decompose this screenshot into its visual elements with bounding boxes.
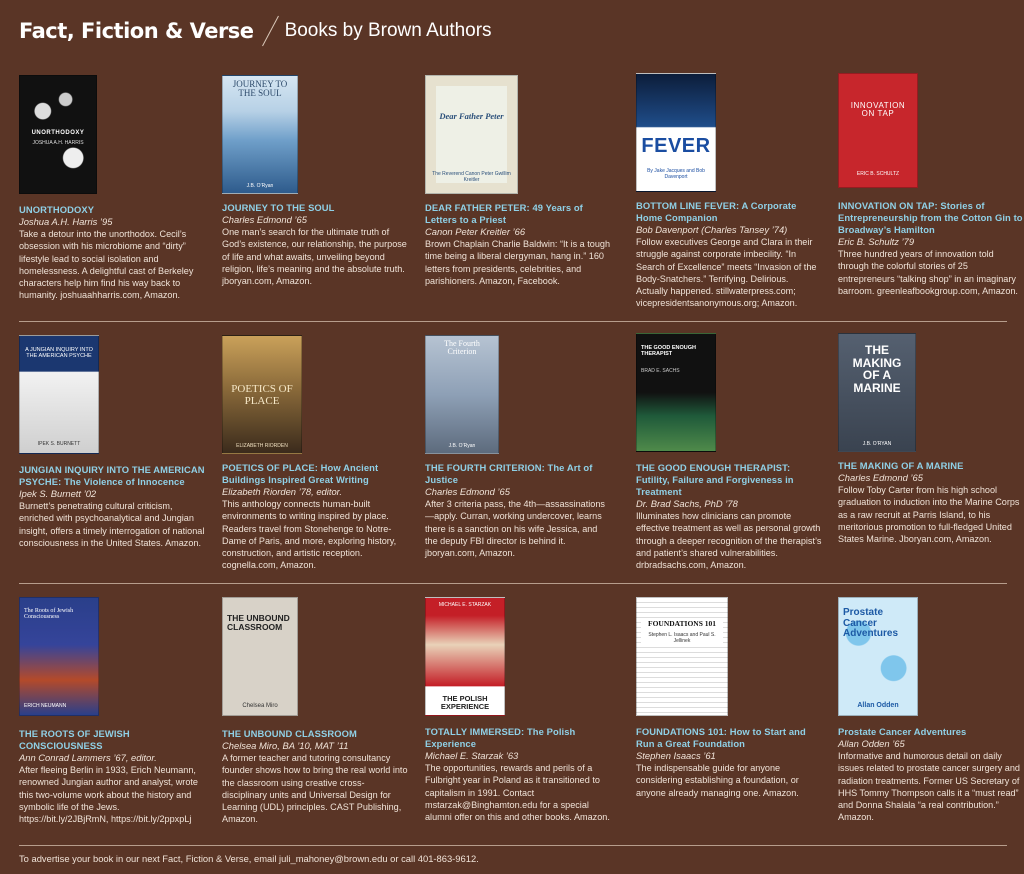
- book-cover[interactable]: [222, 335, 302, 454]
- book-author: Dr. Brad Sachs, PhD ’78: [636, 498, 738, 509]
- cover-title: THE UNBOUND CLASSROOM: [227, 613, 290, 632]
- book-cover[interactable]: [636, 597, 728, 716]
- book-author: Joshua A.H. Harris ’95: [19, 216, 113, 227]
- book-cover[interactable]: [425, 75, 518, 194]
- cover-title: Prostate Cancer Adventures: [843, 607, 899, 639]
- book-title: THE MAKING OF A MARINE: [838, 460, 964, 471]
- book-title: DEAR FATHER PETER: 49 Years of Letters to a Priest: [425, 202, 583, 225]
- book-cover[interactable]: [19, 597, 99, 716]
- book-description: One man’s search for the ultimate truth of God’s existence, our relationship, the purpose of life and what awaits, unveiling beyond religion, life’s meaning and the absolute truth. jboryan.com, Amazon.: [222, 227, 407, 287]
- book-description: Informative and humorous detail on daily issues related to prostate cancer surgery and radiation treatments. Former US Secretary of HHS Tommy Thompson calls it a “must read” and Donna Shalala “a real contribution.” Amazon.: [838, 751, 1020, 823]
- book-title: THE GOOD ENOUGH THERAPIST: Futility, Failure and Forgiveness in Treatment: [636, 462, 794, 497]
- cover-author: J.B. O’Ryan: [448, 443, 476, 449]
- book-cover[interactable]: [19, 335, 99, 454]
- book-title: JUNGIAN INQUIRY INTO THE AMERICAN PSYCHE: The Violence of Innocence: [19, 464, 205, 487]
- book-cover[interactable]: [838, 73, 918, 188]
- row-divider: [19, 321, 1007, 322]
- book-description: Burnett’s penetrating cultural criticism, enriched with psychoanalytical and Jungian insight, offers a timely interrogation of national consciousness in the United States. Amazon.: [19, 501, 205, 548]
- cover-author: Chelsea Miro: [242, 703, 278, 709]
- book-cover[interactable]: [636, 333, 716, 452]
- book-unbound-classroom[interactable]: [222, 597, 408, 826]
- book-cover[interactable]: [636, 73, 716, 192]
- book-title: BOTTOM LINE FEVER: A Corporate Home Companion: [636, 200, 797, 223]
- cover-author: The Reverend Canon Peter Gwillim Kreitler: [432, 171, 511, 183]
- book-description: This anthology connects human-built environments to writing inspired by place. Readers travel from Stonehenge to Notre-Dame of Paris, and more, exploring history, construction, and artistic reception. cognella.com, Amazon.: [222, 499, 397, 571]
- brand-title: Fact, Fiction & Verse: [19, 19, 254, 43]
- book-author: Allan Odden ’65: [838, 738, 905, 749]
- book-title: FOUNDATIONS 101: How to Start and Run a Great Foundation: [636, 726, 806, 749]
- book-cover[interactable]: [19, 75, 97, 194]
- cover-title: Dear Father Peter: [439, 111, 504, 121]
- book-cover[interactable]: [838, 597, 918, 716]
- book-cover[interactable]: [425, 335, 499, 454]
- cover-title: A JUNGIAN INQUIRY INTO THE AMERICAN PSYCHE: [25, 347, 93, 359]
- cover-author: MICHAEL E. STARZAK: [438, 602, 492, 608]
- cover-title: INNOVATION ON TAP: [850, 101, 906, 119]
- book-description: The opportunities, rewards and perils of a Fulbright year in Poland as it transitioned to capitalism in 1991. Contact mstarzak@Binghamton.edu for a special alumni offer on this and other books. Amazon.: [425, 763, 610, 823]
- book-cover[interactable]: [222, 75, 298, 194]
- advertise-footer: To advertise your book in our next Fact, Fiction & Verse, email juli_mahoney@brown.edu or call 401-863-9612.: [19, 853, 479, 864]
- book-description: Follow Toby Carter from his high school graduation to induction into the Marine Corps as a raw recruit at Parris Island, to his meritorious promotion to full-fledged United States Marine. Jboryan.com, Amazon.: [838, 485, 1020, 545]
- cover-title: The Roots of Jewish Consciousness: [24, 608, 74, 621]
- book-title: INNOVATION ON TAP: Stories of Entrepreneurship from the Cotton Gin to Broadway’s Hamilton: [838, 200, 1023, 235]
- book-title: TOTALLY IMMERSED: The Polish Experience: [425, 726, 576, 749]
- book-title: Prostate Cancer Adventures: [838, 726, 967, 737]
- book-roots-of-jewish-consciousness[interactable]: [19, 597, 205, 825]
- cover-title: POETICS OF PLACE: [231, 383, 293, 407]
- cover-author: ERIC B. SCHULTZ: [856, 171, 900, 177]
- book-unorthodoxy[interactable]: [19, 75, 205, 302]
- book-title: THE UNBOUND CLASSROOM: [222, 728, 357, 739]
- cover-author: ELIZABETH RIORDEN: [236, 443, 288, 449]
- cover-author: IPEK S. BURNETT: [37, 441, 81, 447]
- book-title: THE ROOTS OF JEWISH CONSCIOUSNESS: [19, 728, 130, 751]
- book-author: Ipek S. Burnett ’02: [19, 488, 97, 499]
- book-description: A former teacher and tutoring consultancy founder shows how to bring the real world into the classroom using creative cross-disciplinary units and Universal Design for Learning (UDL) principles. CAST Publishing, Amazon.: [222, 753, 408, 825]
- book-innovation-on-tap[interactable]: [838, 73, 1024, 297]
- book-journey-to-the-soul[interactable]: [222, 75, 408, 287]
- cover-author: By Jake Jacques and Bob Davenport: [647, 168, 705, 180]
- cover-title: THE MAKING OF A MARINE: [852, 343, 902, 395]
- book-description: Follow executives George and Clara in their struggle against corporate imbecility. “In Search of Excellence” meets “Invasion of the Body-Snatchers.” Terrifying. Delirious. Actually happened. stillwaterpress.com; vicepresidentsanonymous.org; Amazon.: [636, 237, 817, 309]
- cover-author: J.B. O’Ryan: [246, 183, 274, 189]
- book-prostate-cancer-adventures[interactable]: [838, 597, 1024, 824]
- cover-title: FOUNDATIONS 101: [641, 620, 723, 628]
- book-author: Charles Edmond ’65: [425, 486, 510, 497]
- book-author: Stephen Isaacs ’61: [636, 750, 716, 761]
- cover-author: ERICH NEUMANN: [24, 703, 67, 709]
- page-subtitle: Books by Brown Authors: [284, 20, 492, 41]
- cover-author: Allan Odden: [857, 702, 899, 709]
- cover-author: BRAD E. SACHS: [641, 368, 680, 374]
- book-title: POETICS OF PLACE: How Ancient Buildings Inspired Great Writing: [222, 462, 379, 485]
- book-author: Canon Peter Kreitler ’66: [425, 226, 526, 237]
- book-description: Take a detour into the unorthodox. Cecil’s obsession with his microbiome and “dirty” lifestyle lead to social isolation and homelessness. A delightful cast of Berkeley characters help him find his way back to humanity. joshuaahharris.com, Amazon.: [19, 229, 194, 301]
- book-author: Elizabeth Riorden ’78, editor.: [222, 486, 343, 497]
- book-poetics-of-place[interactable]: [222, 335, 408, 572]
- book-description: Illuminates how clinicians can promote effective treatment as well as personal growth through a deeper recognition of the therapist’s and patient’s shared vulnerabilities. drbradsachs.com, Amazon.: [636, 511, 822, 571]
- book-jungian-inquiry[interactable]: [19, 335, 205, 549]
- book-totally-immersed[interactable]: [425, 597, 611, 823]
- book-title: THE FOURTH CRITERION: The Art of Justice: [425, 462, 593, 485]
- book-bottom-line-fever[interactable]: [636, 73, 822, 310]
- book-good-enough-therapist[interactable]: [636, 333, 822, 571]
- cover-title: FEVER: [641, 135, 711, 157]
- row-divider: [19, 583, 1007, 584]
- cover-title: THE GOOD ENOUGH THERAPIST: [641, 345, 697, 357]
- book-author: Ann Conrad Lammers ’67, editor.: [19, 752, 157, 763]
- book-making-of-a-marine[interactable]: [838, 333, 1024, 545]
- book-author: Eric B. Schultz ’79: [838, 236, 915, 247]
- cover-author: JOSHUA A.H. HARRIS: [32, 140, 84, 146]
- book-author: Michael E. Starzak ’63: [425, 750, 519, 761]
- book-description: The indispensable guide for anyone considering establishing a foundation, or anyone already managing one. Amazon.: [636, 763, 799, 798]
- cover-title: The Fourth Criterion: [444, 339, 480, 357]
- cover-author: J.B. O’RYAN: [862, 441, 892, 447]
- book-cover[interactable]: [222, 597, 298, 716]
- book-description: Three hundred years of innovation told through the colorful stories of 25 entrepreneurs “talking shop” in an imaginary barroom. greenleafbookgroup.com, Amazon.: [838, 249, 1018, 296]
- book-author: Bob Davenport (Charles Tansey ’74): [636, 224, 788, 235]
- book-description: After 3 criteria pass, the 4th—assassinations—apply. Curran, working undercover, learns there is a sanction on his wife Jessica, and the deputy FBI director is behind it. jboryan.com, Amazon.: [425, 499, 605, 559]
- book-author: Charles Edmond ’65: [838, 472, 923, 483]
- book-title: UNORTHODOXY: [19, 204, 95, 215]
- book-description: After fleeing Berlin in 1933, Erich Neumann, renowned Jungian author and analyst, wrote this two-volume work about the history and symbolic life of the Jews. https://bit.ly/2JBjRmN, https://bit.ly/2ppxpLj: [19, 765, 198, 825]
- cover-title: THE POLISH EXPERIENCE: [440, 694, 490, 712]
- book-description: Brown Chaplain Charlie Baldwin: “It is a tough time being a liberal clergyman, hang in.” 160 letters from presidents, celebrities, and parishioners. Amazon, Facebook.: [425, 239, 611, 286]
- book-fourth-criterion[interactable]: [425, 335, 611, 559]
- cover-title: JOURNEY TO THE SOUL: [232, 79, 288, 99]
- book-foundations-101[interactable]: [636, 597, 822, 799]
- book-title: JOURNEY TO THE SOUL: [222, 202, 335, 213]
- cover-title: UNORTHODOXY: [31, 130, 85, 136]
- book-author: Chelsea Miro, BA ’10, MAT ’11: [222, 740, 349, 751]
- cover-author: Stephen L. Isaacs and Paul S. Jellinek: [641, 632, 723, 644]
- row-divider: [19, 845, 1007, 846]
- book-dear-father-peter[interactable]: [425, 75, 611, 287]
- book-author: Charles Edmond ’65: [222, 214, 307, 225]
- book-cover[interactable]: [838, 333, 916, 452]
- book-cover[interactable]: [425, 597, 505, 716]
